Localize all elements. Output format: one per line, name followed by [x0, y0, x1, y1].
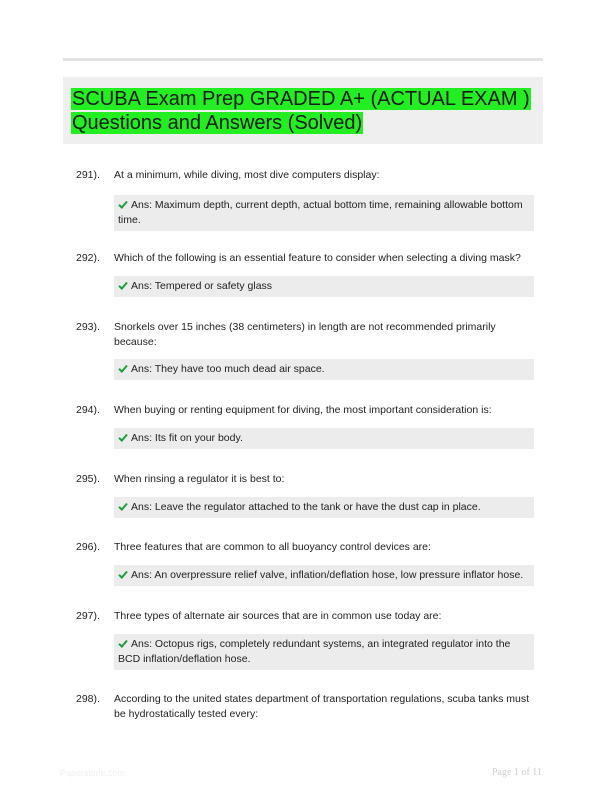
answer-text: Ans: Its fit on your body. [131, 432, 243, 444]
page-number: Page 1 of 11 [492, 767, 542, 778]
answer-text: Ans: Octopus rigs, completely redundant systems, an integrated regulator into the BCD inflation/deflation hose. [118, 638, 511, 665]
question-number: 292). [76, 252, 100, 264]
answer-box [114, 497, 534, 518]
answer-text: Ans: They have too much dead air space. [131, 363, 325, 375]
question-text: Which of the following is an essential feature to consider when selecting a diving mask? [114, 252, 521, 264]
check-icon [118, 281, 128, 290]
question-text: When rinsing a regulator it is best to: [114, 473, 285, 485]
question-number: 294). [76, 404, 100, 416]
question-text: Snorkels over 15 inches (38 centimeters) in length are not recommended primarily because: [114, 321, 496, 348]
question-text: At a minimum, while diving, most dive computers display: [114, 169, 380, 181]
footer-watermark: Paperstime.com [60, 768, 126, 778]
question-number: 296). [76, 541, 100, 553]
answer-text: Ans: Maximum depth, current depth, actual bottom time, remaining allowable bottom time. [118, 199, 523, 226]
check-icon [118, 639, 128, 648]
answer-text: Ans: Leave the regulator attached to the tank or have the dust cap in place. [131, 501, 481, 513]
answer-box [114, 195, 534, 231]
question-text: When buying or renting equipment for diving, the most important consideration is: [114, 404, 492, 416]
check-icon [118, 502, 128, 511]
check-icon [118, 433, 128, 442]
answer-box [114, 565, 534, 586]
answer-box [114, 428, 534, 449]
question-text: Three types of alternate air sources that are in common use today are: [114, 610, 442, 622]
check-icon [118, 364, 128, 373]
check-icon [118, 200, 128, 209]
question-number: 297). [76, 610, 100, 622]
check-icon [118, 570, 128, 579]
question-number: 295). [76, 473, 100, 485]
top-divider [63, 58, 543, 61]
answer-box [114, 359, 534, 380]
question-number: 291). [76, 169, 100, 181]
question-number: 298). [76, 693, 100, 705]
question-number: 293). [76, 321, 100, 333]
answer-text: Ans: Tempered or safety glass [131, 280, 273, 292]
document-title: SCUBA Exam Prep GRADED A+ (ACTUAL EXAM ) Questions and Answers (Solved) [72, 88, 530, 134]
question-text: Three features that are common to all buoyancy control devices are: [114, 541, 431, 553]
answer-box [114, 276, 534, 297]
question-text: According to the united states department of transportation regulations, scuba tanks must be hydrostatically tested every: [114, 693, 529, 720]
answer-text: Ans: An overpressure relief valve, inflation/deflation hose, low pressure inflator hose. [131, 569, 524, 581]
title-banner [63, 77, 543, 144]
answer-box [114, 634, 534, 670]
